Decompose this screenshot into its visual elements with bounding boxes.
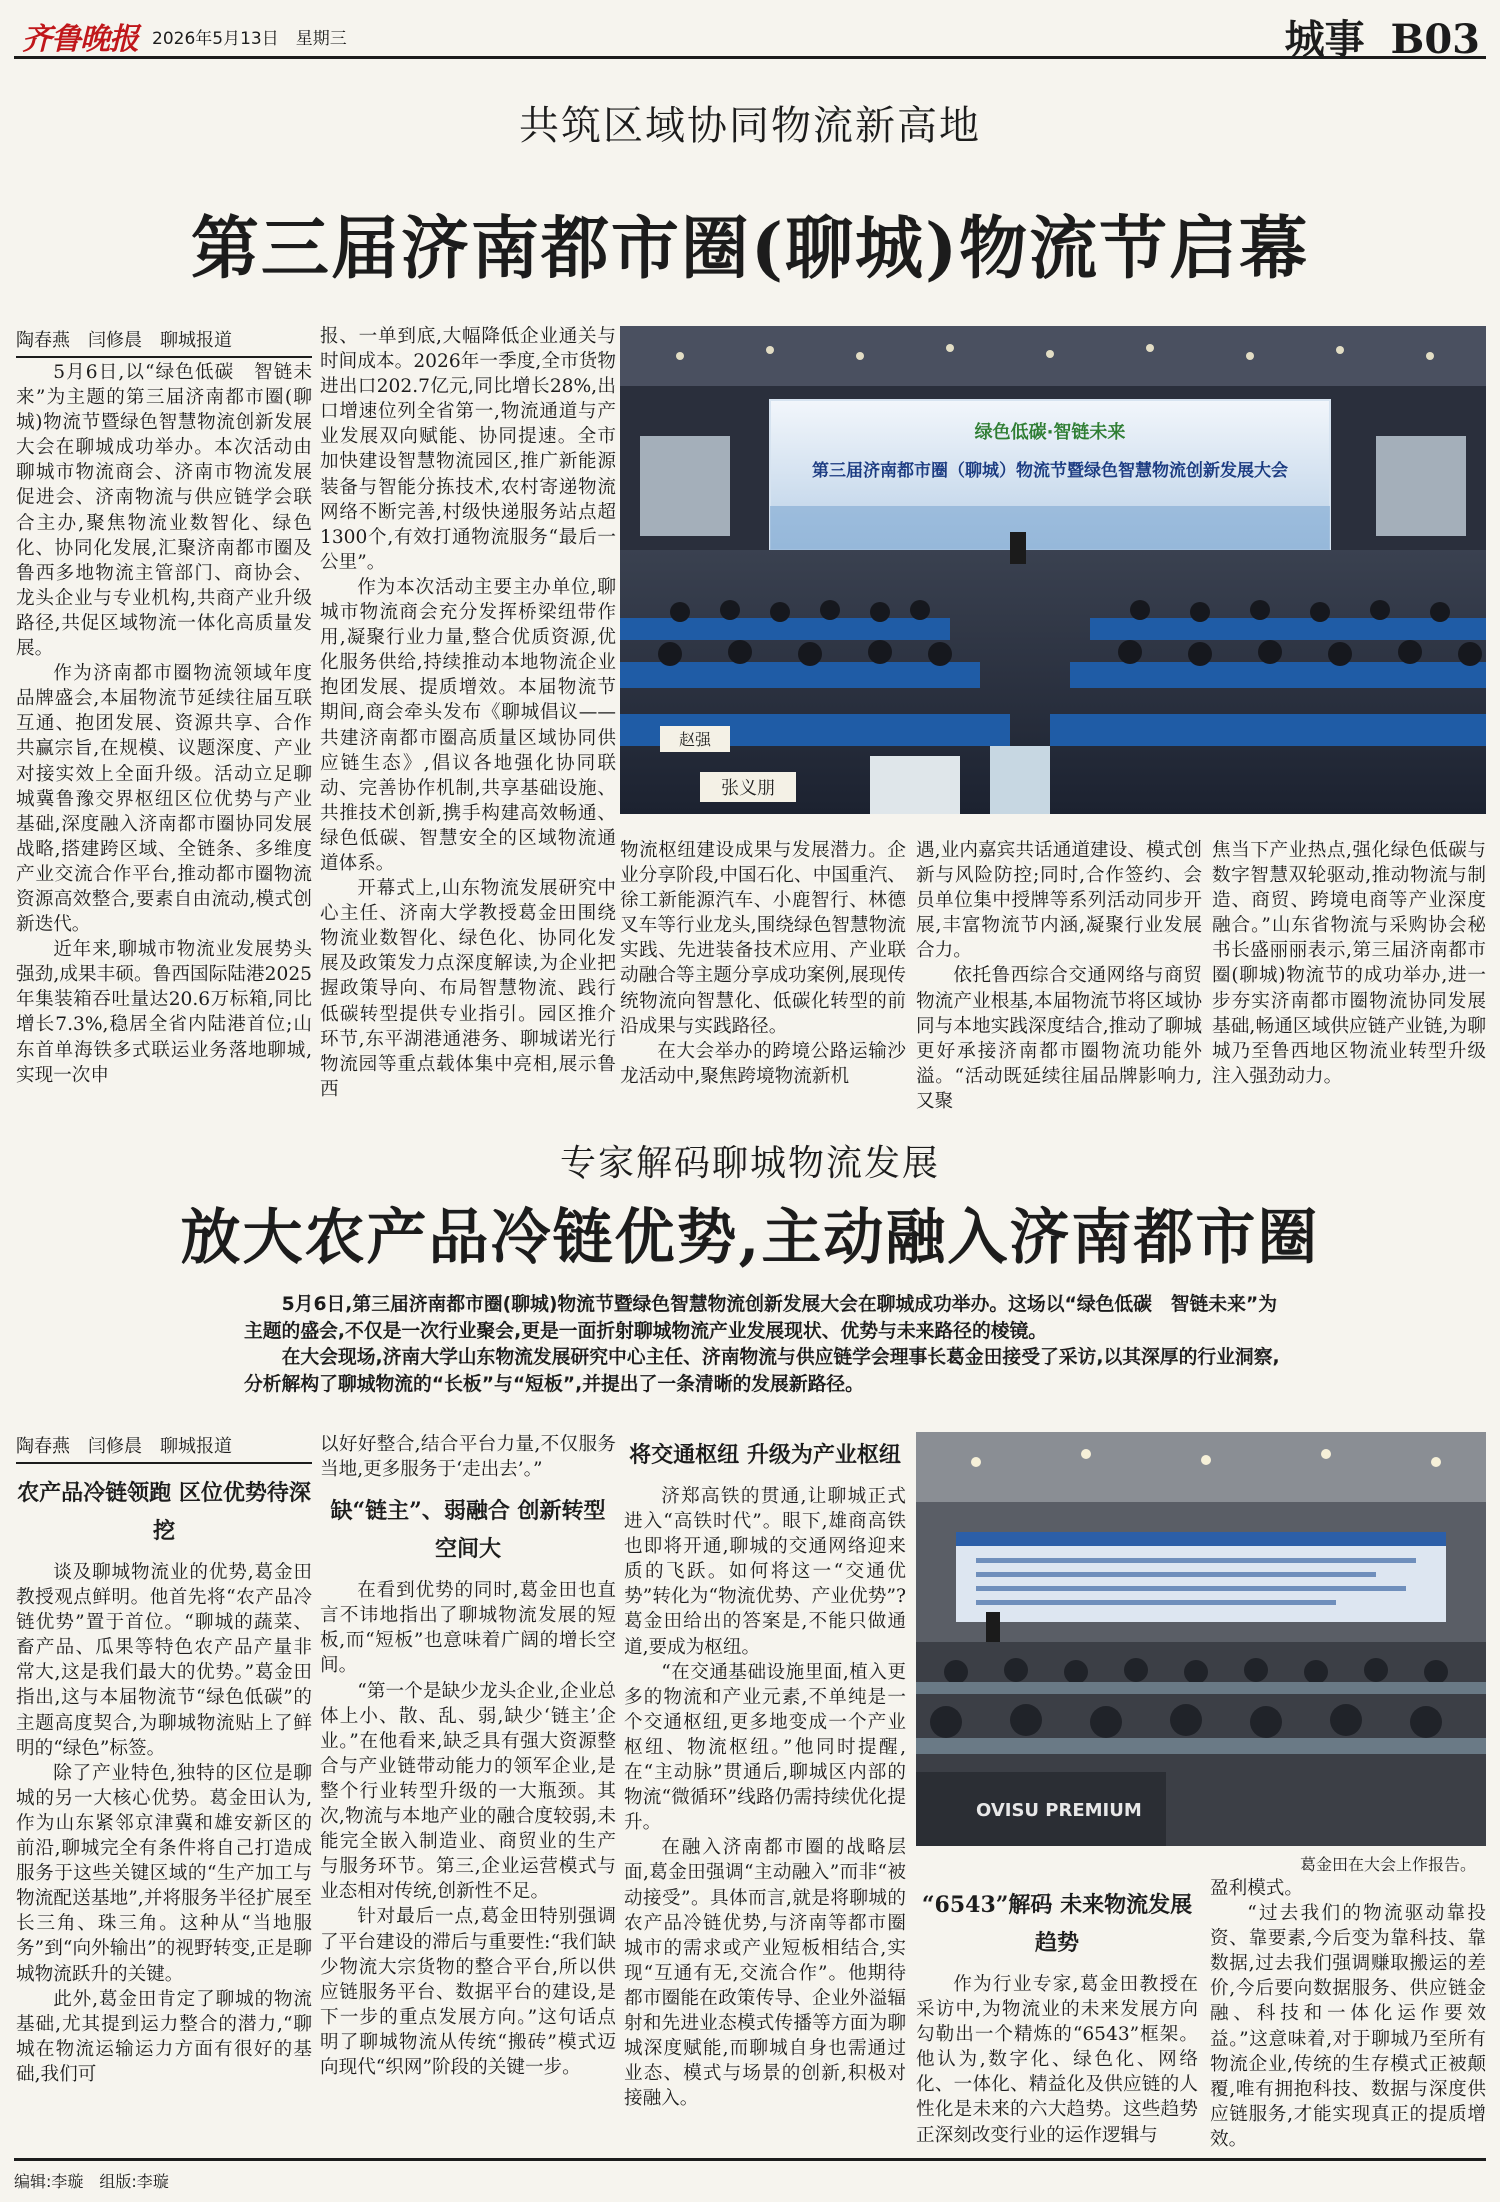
subheading: 农产品冷链领跑 区位优势待深挖 [17, 1480, 311, 1544]
paragraph: 以好好整合,结合平台力量,不仅服务当地,更多服务于‘走出去’。” [320, 1434, 616, 1481]
lead-paragraph: 在大会现场,济南大学山东物流发展研究中心主任、济南物流与供应链学会理事长葛金田接受了采访,以其深厚的行业洞察,分析解构了聊城物流的“长板”与“短板”,并提出了一条清晰的发展新路径。 [244, 1347, 1280, 1395]
paragraph: 济郑高铁的贯通,让聊城正式进入“高铁时代”。眼下,雄商高铁也即将开通,聊城的交通网络迎来质的飞跃。如何将这一“交通优势”转化为“物流优势、产业优势”?葛金田给出的答案是,不能只做通道,要成为枢纽。 [624, 1486, 906, 1658]
article1-headline: 第三届济南都市圈(聊城)物流节启幕 [190, 209, 1310, 289]
subheading: 缺“链主”、弱融合 创新转型空间大 [330, 1498, 606, 1563]
nameplate: 赵强 [678, 730, 712, 749]
article2-col4 [916, 1886, 1198, 2150]
paragraph: 此外,葛金田肯定了聊城的物流基础,尤其提到运力整合的潜力,“聊城在物流运输运力方面有很好的基础,我们可 [16, 1988, 312, 2085]
section-name: 城事 [1284, 16, 1365, 63]
paragraph: 遇,业内嘉宾共话通道建设、模式创新与风险防控;同时,合作签约、会员单位集中授牌等系列活动同步开展,丰富物流节内涵,凝聚行业发展合力。 [916, 840, 1202, 962]
article2-col2 [320, 1432, 616, 2150]
speaker-report-illustration [916, 1432, 1486, 1846]
paragraph: 作为本次活动主要主办单位,聊城市物流商会充分发挥桥梁纽带作用,凝聚行业力量,整合优质资源,优化服务供给,持续推动本地物流企业抱团发展、提质增效。本届物流节期间,商会牵头发布《聊城倡议——共建济南都市圈高质量区域协同供应链生态》,倡议各地强化协同联动、完善协作机制,共享基础设施、共推技术创新,携手构建高效畅通、绿色低碳、智慧安全的区域物流通道体系。 [320, 576, 616, 874]
paragraph: 盈利模式。 [1210, 1878, 1303, 1899]
article2-col1 [16, 1470, 312, 2150]
paragraph: 近年来,聊城市物流业发展势头强劲,成果丰硕。鲁西国际陆港2025年集装箱吞吐量达20.6万标箱,同比增长7.3%,稳居全省内陆港首位;山东首单海铁多式联运业务落地聊城,实现一次申 [16, 939, 312, 1086]
speaker-photo [916, 1432, 1486, 1846]
paragraph: “过去我们的物流驱动靠投资、靠要素,今后变为靠科技、靠数据,过去我们强调赚取搬运的差价,今后要向数据服务、供应链金融、科技和一体化运作要效益。”这意味着,对于聊城乃至所有物流企业,传统的生存模式正被颠覆,唯有拥抱科技、数据与深度供应链服务,才能实现真正的提质增效。 [1210, 1903, 1486, 2150]
article1-col5 [1212, 838, 1486, 1160]
page-footer [14, 2158, 1486, 2192]
paragraph: 谈及聊城物流业的优势,葛金田教授观点鲜明。他首先将“农产品冷链优势”置于首位。“聊城的蔬菜、畜产品、瓜果等特色农产品产量非常大,这是我们最大的优势。”葛金田指出,这与本届物流节“绿色低碳”的主题高度契合,为聊城物流贴上了鲜明的“绿色”标签。 [16, 1562, 312, 1759]
seat-back-text: OVISU PREMIUM [976, 1800, 1142, 1821]
lead-paragraph: 5月6日,第三届济南都市圈(聊城)物流节暨绿色智慧物流创新发展大会在聊城成功举办。这场以“绿色低碳 智链未来”为主题的盛会,不仅是一次行业聚会,更是一面折射聊城物流产业发展现状、优势与未来路径的棱镜。 [244, 1294, 1277, 1342]
paragraph: 在融入济南都市圈的战略层面,葛金田强调“主动融入”而非“被动接受”。具体而言,就是将聊城的农产品冷链优势,与济南等都市圈城市的需求或产业短板相结合,实现“互通有无,交流合作”。他期待都市圈能在政策传导、企业外溢辐射和先进业态模式传播等方面为聊城深度赋能,而聊城自身也需通过业态、模式与场景的创新,积极对接融入。 [624, 1837, 906, 2110]
subheading: 将交通枢纽 升级为产业枢纽 [629, 1442, 901, 1468]
article1-kicker: 共筑区域协同物流新高地 [519, 103, 981, 149]
paragraph: “第一个是缺少龙头企业,企业总体上小、散、乱、弱,缺少‘链主’企业。”在他看来,缺乏具有强大资源整合与产业链带动能力的领军企业,是整个行业转型升级的一大瓶颈。其次,物流与本地产业的融合度较弱,未能完全嵌入制造业、商贸业的生产与服务环节。第三,企业运营模式与业态相对传统,创新性不足。 [320, 1680, 616, 1903]
paragraph: 在大会举办的跨境公路运输沙龙活动中,聚焦跨境物流新机 [620, 1040, 906, 1087]
screen-slogan: 绿色低碳·智链未来 [974, 422, 1126, 443]
nameplate: 张义朋 [721, 778, 775, 799]
paragraph: “在交通基础设施里面,植入更多的物流和产业元素,不单纯是一个交通枢纽,更多地变成一个产业枢纽、物流枢纽。”他同时提醒,在“主动脉”贯通后,聊城区内部的物流“微循环”线路仍需持续优化提升。 [624, 1661, 906, 1834]
paragraph: 依托鲁西综合交通网络与商贸物流产业根基,本届物流节将区域协同与本地实践深度结合,推动了聊城更好承接济南都市圈物流功能外溢。“活动既延续往届品牌影响力,又聚 [916, 965, 1202, 1112]
masthead [14, 6, 1486, 63]
article1-byline: 陶春燕 闫修晨 聊城报道 [16, 326, 312, 358]
article2-headline: 放大农产品冷链优势,主动融入济南都市圈 [180, 1203, 1320, 1273]
article1-col2 [320, 324, 616, 1160]
screen-title: 第三届济南都市圈（聊城）物流节暨绿色智慧物流创新发展大会 [812, 461, 1288, 481]
article2-col5 [1210, 1876, 1486, 2150]
article2-kicker: 专家解码聊城物流发展 [559, 1143, 940, 1184]
issue-date: 2026年5月13日 星期三 [152, 29, 347, 49]
article1-col3 [620, 838, 906, 1160]
subheading: “6543”解码 未来物流发展趋势 [921, 1892, 1193, 1956]
article1-col4 [916, 838, 1202, 1160]
paragraph: 焦当下产业热点,强化绿色低碳与数字智慧双轮驱动,推动物流与制造、商贸、跨境电商等产业深度融合。”山东省物流与采购协会秘书长盛丽丽表示,第三届济南都市圈(聊城)物流节的成功举办,进一步夯实济南都市圈物流协同发展基础,畅通区域供应链产业链,为聊城乃至鲁西地区物流业转型升级注入强劲动力。 [1212, 840, 1486, 1087]
conference-hall-illustration [620, 326, 1486, 814]
article1-col1 [16, 360, 312, 1160]
paragraph: 除了产业特色,独特的区位是聊城的另一大核心优势。葛金田认为,作为山东紧邻京津冀和雄安新区的前沿,聊城完全有条件将自己打造成服务于这些关键区域的“生产加工与物流配送基地”,并将服务半径扩展至长三角、珠三角。这种从“当地服务”到“向外输出”的视野转变,正是聊城物流跃升的关键。 [16, 1762, 312, 1985]
article2-lead [244, 1292, 1284, 1398]
article2-col3 [624, 1432, 906, 2150]
newspaper-logo: 齐鲁晚报 [22, 22, 138, 57]
conference-hall-photo [620, 326, 1486, 814]
paragraph: 针对最后一点,葛金田特别强调了平台建设的滞后与重要性:“我们缺少物流大宗货物的整合平台,所以供应链服务平台、数据平台的建设,是下一步的重点发展方向。”这句话点明了聊城物流从传统“搬砖”模式迈向现代“织网”阶段的关键一步。 [320, 1906, 616, 2078]
paragraph: 作为行业专家,葛金田教授在采访中,为物流业的未来发展方向勾勒出一个精炼的“6543”框架。他认为,数字化、绿色化、网络化、一体化、精益化及供应链的人性化是未来的六大趋势。这些趋势正深刻改变行业的运作逻辑与 [916, 1974, 1198, 2146]
section-label [1285, 8, 1480, 65]
page-number: B03 [1390, 16, 1480, 63]
paragraph: 在看到优势的同时,葛金田也直言不讳地指出了聊城物流发展的短板,而“短板”也意味着广阔的增长空间。 [320, 1580, 616, 1677]
paragraph: 物流枢纽建设成果与发展潜力。企业分享阶段,中国石化、中国重汽、徐工新能源汽车、小鹿智行、林德叉车等行业龙头,围绕绿色智慧物流实践、先进装备技术应用、产业联动融合等主题分享成功案例,展现传统物流向智慧化、低碳化转型的前沿成果与实践路径。 [620, 840, 906, 1037]
paragraph: 5月6日,以“绿色低碳 智链未来”为主题的第三届济南都市圈(聊城)物流节暨绿色智慧物流创新发展大会在聊城成功举办。本次活动由聊城市物流商会、济南市物流发展促进会、济南物流与供应链学会联合主办,聚焦物流业数智化、绿色化、协同化发展,汇聚济南都市圈及鲁西多地物流主管部门、商协会、龙头企业与专业机构,共商产业升级路径,共促区域物流一体化高质量发展。 [16, 362, 312, 660]
paragraph: 作为济南都市圈物流领域年度品牌盛会,本届物流节延续往届互联互通、抱团发展、资源共享、合作共赢宗旨,在规模、议题深度、产业对接实效上全面升级。活动立足聊城冀鲁豫交界枢纽区位优势与产业基础,深度融入济南都市圈协同发展战略,搭建跨区域、全链条、多维度产业交流合作平台,推动都市圈物流资源高效整合,要素自由流动,模式创新迭代。 [16, 663, 312, 936]
paragraph: 报、一单到底,大幅降低企业通关与时间成本。2026年一季度,全市货物进出口202.7亿元,同比增长28%,出口增速位列全省第一,物流通道与产业发展双向赋能、协同提速。全市加快建设智慧物流园区,推广新能源装备与智能分拣技术,农村寄递物流网络不断完善,村级快递服务站点超1300个,有效打通物流服务“最后一公里”。 [320, 326, 616, 573]
article2-byline: 陶春燕 闫修晨 聊城报道 [16, 1432, 312, 1464]
editor-credit: 编辑:李璇 组版:李璇 [14, 2172, 169, 2191]
paragraph: 开幕式上,山东物流发展研究中心主任、济南大学教授葛金田围绕物流业数智化、绿色化、协同化发展及政策发力点深度解读,为企业把握政策导向、布局智慧物流、践行低碳转型提供专业指引。园区推介环节,东平湖港通港务、聊城诺光行物流园等重点载体集中亮相,展示鲁西 [320, 878, 616, 1100]
photo-caption: 葛金田在大会上作报告。 [1299, 1855, 1476, 1874]
